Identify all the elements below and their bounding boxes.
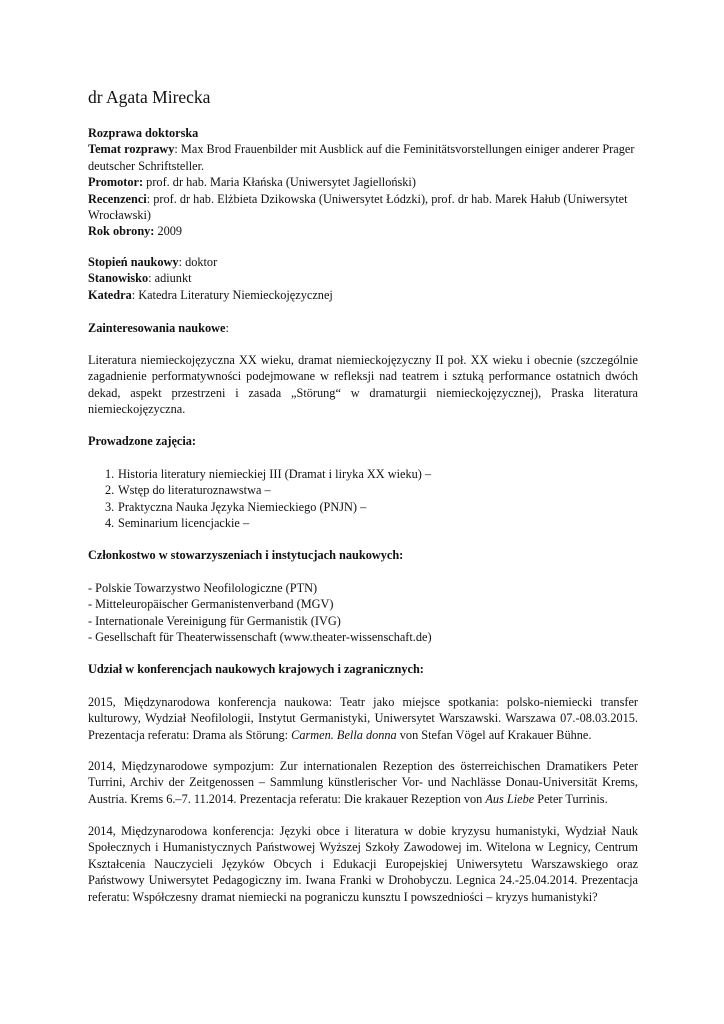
list-item: - Internationale Vereinigung für Germanistik (IVG) — [88, 613, 341, 628]
conferences-heading-block — [88, 661, 638, 677]
post-text: adiunkt — [154, 271, 192, 286]
degree-label: Stopień naukowy — [88, 255, 179, 269]
year-label: Rok obrony: — [88, 224, 155, 239]
interests-heading-block: Zainteresowania naukowe: — [88, 321, 229, 335]
list-item: - Polskie Towarzystwo Neofilologiczne (PTN) — [88, 581, 318, 595]
thesis-heading: Rozprawa doktorska — [88, 126, 199, 140]
conference-entry: 2014, Międzynarodowa konferencja: Języki obce i literatura w dobie kryzysu humanistyki, Wydział Nauk Społecznych i Humanistycznych Państwowej Wyższej Szkoły Zawodowej im. Witelona w Legnicy, Centrum Kształcenia Nauczycieli Języków Obcych i Edukacji Europejskiej Uniwersytetu Warszawskiego oraz Państwowy Uniwersytet Pedagogiczny im. Iwana Franki w Drohobyczu. Legnica 24.-25.04.2014. Prezentacja referatu: Współczesny dramat niemiecki na pograniczu kunsztu I powszedniości – kryzys humanistyki? — [88, 824, 638, 904]
list-item: - Gesellschaft für Theaterwissenschaft (www.theater-wissenschaft.de) — [88, 630, 432, 645]
list-item: 1. Historia literatury niemieckiej III (Dramat i liryka XX wieku) – — [105, 467, 432, 481]
conferences-heading: Udział w konferencjach naukowych krajowych i zagranicznych: — [88, 662, 424, 676]
courses-list — [88, 466, 638, 532]
memberships-heading: Członkostwo w stowarzyszeniach i instytucjach naukowych: — [88, 548, 404, 562]
topic-text: Max Brod Frauenbilder mit Ausblick auf die Feminitätsvorstellungen einiger anderer Prager deutscher Schriftsteller. — [88, 142, 635, 173]
topic-label: Temat rozprawy — [88, 142, 175, 157]
courses-heading-block — [88, 433, 638, 449]
list-item: - Mitteleuropäischer Germanistenverband (MGV) — [88, 597, 334, 612]
list-item: 4. Seminarium licencjackie – — [105, 516, 250, 531]
conference-entry: 2015, Międzynarodowa konferencja naukowa: Teatr jako miejsce spotkania: polsko-niemiecki transfer kulturowy, Wydział Neofilologii, Instytut Germanistyki, Uniwersytet Warszawski. Warszawa 07.-08.03.2015. Prezentacja referatu: Drama als Störung: Carmen. Bella donna von Stefan Vögel auf Krakauer Bühne. — [88, 695, 638, 742]
reviewers-text: prof. dr hab. Elżbieta Dzikowska (Uniwersytet Łódzki), prof. dr hab. Marek Hałub (Uniwersytet Wrocławski) — [88, 191, 628, 223]
department-text: Katedra Literatury Niemieckojęzycznej — [138, 287, 333, 302]
year-text: 2009 — [157, 224, 183, 239]
list-item: 3. Praktyczna Nauka Języka Niemieckiego (PNJN) – — [105, 499, 367, 514]
promotor-label: Promotor: — [88, 175, 144, 190]
interests-heading: Zainteresowania naukowe — [88, 321, 226, 335]
degree-text: doktor — [185, 255, 218, 269]
memberships-section — [88, 580, 638, 646]
memberships-heading-block — [88, 547, 638, 563]
interests-text: Literatura niemieckojęzyczna XX wieku, dramat niemieckojęzyczny II poł. XX wieku i obecnie (szczególnie zagadnienie performatywności podejmowane w refleksji nad teatrem i sztuką performance ostatnich dwóch dekad, aspekt przestrzeni i zasada „Störung“ w dramaturgii niemieckojęzycznej), Praska literatura niemieckojęzyczna. — [88, 353, 638, 417]
department-label: Katedra — [88, 287, 132, 302]
position-section: Stopień naukowy: doktor Stanowisko: adiunkt Katedra: Katedra Literatury Niemieckojęzycznej — [88, 255, 333, 302]
courses-heading: Prowadzone zajęcia: — [88, 434, 197, 448]
promotor-text: prof. dr hab. Maria Kłańska (Uniwersytet Jagielloński) — [146, 175, 416, 190]
conference-entry: 2014, Międzynarodowe sympozjum: Zur internationalen Rezeption des österreichischen Dramatikers Peter Turrini, Archiv der Zeitgenossen – Sammlung künstlerischer Vor- und Nachlässe Donau-Universität Krems, Austria. Krems 6.–7. 11.2014. Prezentacja referatu: Die krakauer Rezeption von Aus Liebe Peter Turrinis. — [88, 759, 638, 806]
thesis-section: Rozprawa doktorska Temat rozprawy: Max Brod Frauenbilder mit Ausblick auf die Feminitätsvorstellungen einiger anderer Prager deutscher Schriftsteller. Promotor: prof. dr hab. Maria Kłańska (Uniwersytet Jagielloński) Recenzenci: prof. dr hab. Elżbieta Dzikowska (Uniwersytet Łódzki), prof. dr hab. Marek Hałub (Uniwersytet Wrocławski) Rok obrony: 2009 — [88, 126, 635, 239]
reviewers-label: Recenzenci — [88, 191, 147, 206]
courses-section — [88, 466, 638, 532]
interests-section — [88, 352, 638, 418]
post-label: Stanowisko — [88, 271, 149, 286]
list-item: 2. Wstęp do literaturoznawstwa – — [105, 483, 271, 498]
person-name: dr Agata Mirecka — [88, 87, 211, 107]
